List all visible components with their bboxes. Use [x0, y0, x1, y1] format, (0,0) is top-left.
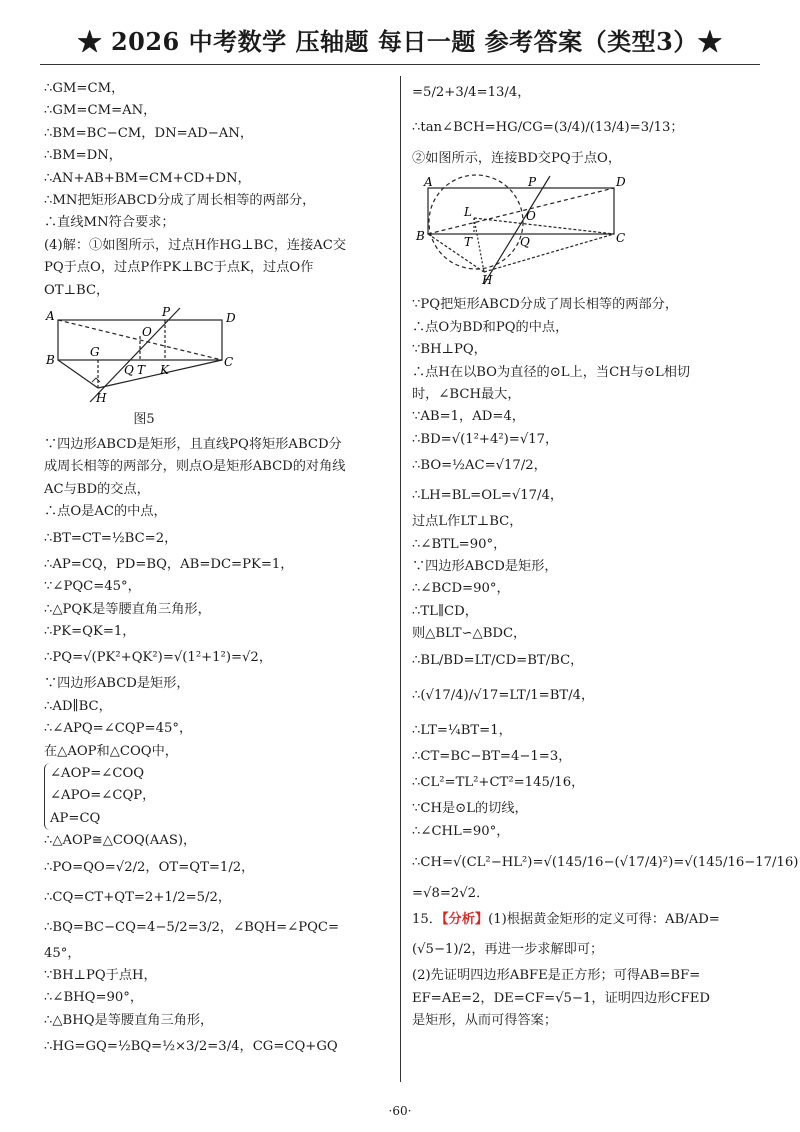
text-line: ∴∠BTL=90°，	[412, 536, 507, 552]
text-line: =5/2+3/4=13/4，	[412, 85, 531, 100]
text-line: ∴LH=BL=OL=√17/4，	[412, 488, 564, 504]
text-line: ∴BM=DN，	[44, 148, 122, 164]
text-line: ∵四边形ABCD是矩形，	[412, 559, 558, 575]
column-divider	[400, 76, 401, 1082]
text-line: ∵CH是⊙L的切线，	[412, 801, 528, 817]
label-G: G	[90, 345, 100, 360]
text-line: ∴GM=CM=AN，	[44, 103, 157, 119]
text-line: ∴直线MN符合要求；	[44, 215, 175, 231]
q15-line: EF=AE=2，DE=CF=√5−1，证明四边形CFED	[412, 990, 710, 1006]
label-Q: Q	[520, 235, 530, 250]
label-P: P	[528, 175, 537, 190]
text-line: ∴CH=√(CL²−HL²)=√(145/16−(√17/4)²)=√(145/16−17/16)	[412, 854, 799, 870]
q15-line: 是矩形，从而可得答案；	[412, 1013, 558, 1029]
text-line: ∵BH⊥PQ，	[412, 342, 487, 358]
figure-5-diagram	[44, 306, 244, 406]
brace-line: ∠APO=∠CQP，	[50, 788, 156, 804]
label-D: D	[616, 175, 626, 190]
text-line: ∴AD∥BC，	[44, 698, 112, 714]
text-line: ∴HG=GQ=½BQ=½×3/2=3/4，CG=CQ+GQ	[44, 1039, 338, 1055]
text-line: ∴AP=CQ，PD=BQ，AB=DC=PK=1，	[44, 556, 294, 572]
text-line: ∴∠CHL=90°，	[412, 823, 510, 839]
text-line: ∴(√17/4)/√17=LT/1=BT/4，	[412, 687, 595, 703]
text-line: 过点L作LT⊥BC，	[412, 514, 523, 530]
page-header-title: ★ 2026 中考数学 压轴题 每日一题 参考答案（类型3）★	[77, 27, 723, 56]
text-line: ∴BT=CT=½BC=2，	[44, 530, 178, 546]
label-O: O	[526, 209, 536, 224]
text-line: 成周长相等的两部分，则点O是矩形ABCD的对角线	[44, 459, 346, 475]
text-line: 45°，	[44, 945, 81, 961]
label-L: L	[464, 205, 472, 220]
label-O: O	[142, 325, 152, 340]
left-column	[44, 78, 394, 1062]
text-line: ∴△AOP≅△COQ(AAS)，	[44, 833, 197, 849]
text-line: 时，∠BCH最大，	[412, 387, 521, 403]
text-line: 在△AOP和△COQ中，	[44, 743, 178, 759]
label-B: B	[416, 229, 425, 244]
label-Q: Q	[124, 363, 134, 378]
text-line: ∴PK=QK=1，	[44, 623, 136, 639]
text-line: 则△BLT∽△BDC，	[412, 626, 527, 642]
text-line: ∵BH⊥PQ于点H，	[44, 967, 157, 983]
label-T: T	[464, 235, 473, 250]
text-line: ∵PQ把矩形ABCD分成了周长相等的两部分，	[412, 297, 679, 313]
q15-line: (2)先证明四边形ABFE是正方形；可得AB=BF=	[412, 968, 701, 984]
label-T: T	[137, 363, 146, 378]
text-line: ∴BO=½AC=√17/2，	[412, 458, 547, 474]
label-P: P	[162, 306, 171, 320]
q15-line: (√5−1)/2，再进一步求解即可；	[412, 942, 604, 958]
page-number: ·60·	[388, 1104, 412, 1118]
text-line: (4)解：①如图所示，过点H作HG⊥BC，连接AC交	[44, 237, 347, 253]
text-line: AC与BD的交点，	[44, 481, 150, 497]
text-line: ∴△PQK是等腰直角三角形，	[44, 601, 211, 617]
text-line: ∵四边形ABCD是矩形，	[44, 676, 190, 692]
label-C: C	[224, 355, 234, 370]
text-line: ∴CL²=TL²+CT²=145/16，	[412, 775, 585, 791]
text-line: ∴∠BHQ=90°，	[44, 990, 144, 1006]
text-line: =√8=2√2．	[412, 885, 490, 901]
q15-number: 15．	[412, 912, 442, 928]
text-line: ∴PO=QO=√2/2，OT=QT=1/2，	[44, 859, 255, 875]
text-line: ∵∠PQC=45°，	[44, 579, 141, 595]
congruence-conditions	[44, 763, 155, 830]
label-D: D	[226, 311, 236, 326]
text-line: ∵四边形ABCD是矩形，且直线PQ将矩形ABCD分	[44, 437, 342, 453]
text-line: ∴PQ=√(PK²+QK²)=√(1²+1²)=√2，	[44, 650, 273, 666]
text-line: ∴CQ=CT+QT=2+1/2=5/2，	[44, 889, 232, 905]
text-line: ∴BM=BC−CM，DN=AD−AN，	[44, 125, 254, 141]
label-B: B	[46, 353, 55, 368]
text-line: PQ于点O，过点P作PK⊥BC于点K，过点O作	[44, 260, 314, 276]
text-line: ∴MN把矩形ABCD分成了周长相等的两部分，	[44, 193, 316, 209]
text-line: ∴BL/BD=LT/CD=BT/BC，	[412, 652, 584, 668]
text-line: ∵AB=1，AD=4，	[412, 409, 525, 425]
q15-line: (1)根据黄金矩形的定义可得：AB/AD=	[488, 912, 720, 928]
figure-6-diagram	[412, 174, 632, 286]
text-line: ∴∠APQ=∠CQP=45°，	[44, 721, 193, 737]
figure-6	[412, 174, 762, 290]
brace-line: ∠AOP=∠COQ	[50, 765, 145, 781]
figure-5-caption: 图5	[133, 412, 155, 428]
text-line: ∴tan∠BCH=HG/CG=(3/4)/(13/4)=3/13；	[412, 120, 684, 135]
brace-line: AP=CQ	[50, 810, 101, 826]
text-line: ∴点H在以BO为直径的⊙L上，当CH与⊙L相切	[412, 364, 691, 380]
label-C: C	[616, 231, 626, 246]
label-K: K	[160, 363, 169, 378]
header-rule	[40, 64, 760, 65]
text-line: OT⊥BC，	[44, 282, 110, 298]
text-line: ∴△BHQ是等腰直角三角形，	[44, 1012, 214, 1028]
text-line: ∴GM=CM，	[44, 81, 125, 96]
text-line: ∴点O为BD和PQ的中点，	[412, 319, 569, 335]
text-line: ∴点O是AC的中点，	[44, 504, 167, 520]
figure-5	[44, 306, 394, 430]
text-line: ②如图所示，连接BD交PQ于点O，	[412, 151, 622, 166]
text-line: ∴AN+AB+BM=CM+CD+DN，	[44, 170, 251, 186]
label-H: H	[482, 273, 493, 287]
text-line: ∴BD=√(1²+4²)=√17，	[412, 431, 559, 447]
text-line: ∴CT=BC−BT=4−1=3，	[412, 748, 572, 764]
text-line: ∴LT=¼BT=1，	[412, 722, 512, 738]
label-H: H	[96, 391, 107, 406]
text-line: ∴BQ=BC−CQ=4−5/2=3/2，∠BQH=∠PQC=	[44, 919, 340, 935]
text-line: ∴∠BCD=90°，	[412, 581, 510, 597]
label-A: A	[424, 175, 433, 190]
right-column	[412, 78, 799, 1033]
q15-heading	[412, 905, 762, 935]
analysis-tag: 【分析】	[441, 912, 489, 928]
text-line: ∴TL∥CD，	[412, 603, 478, 619]
label-A: A	[46, 309, 55, 324]
